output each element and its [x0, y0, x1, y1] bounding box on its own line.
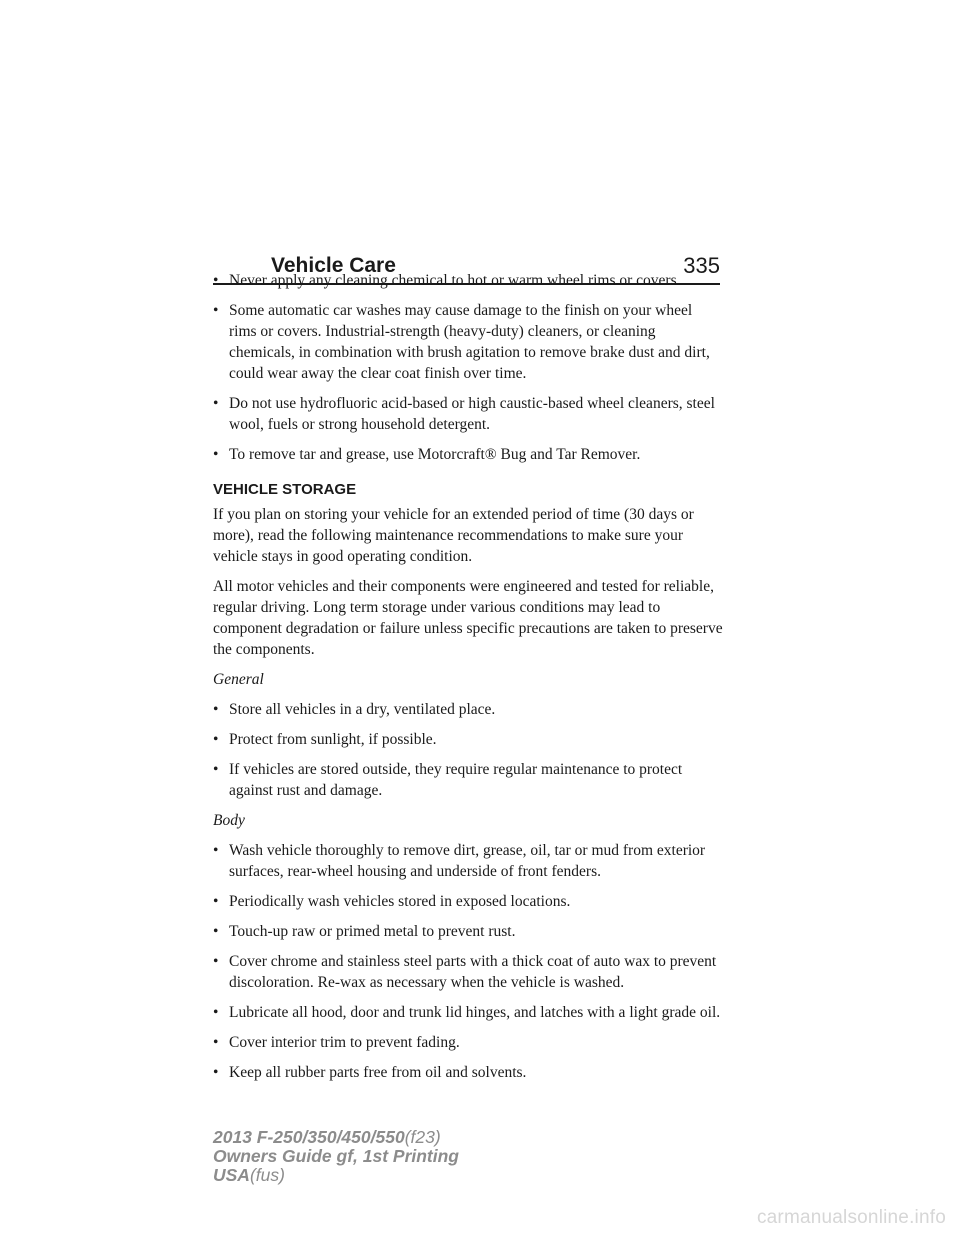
list-item: • Store all vehicles in a dry, ventilated place. [213, 701, 496, 718]
vehicle-storage-heading: VEHICLE STORAGE [213, 481, 357, 498]
footer-model-line: 2013 F-250/350/450/550(f23) [213, 1127, 441, 1147]
section-title: Vehicle Care [271, 254, 396, 277]
list-item: • Some automatic car washes may cause damage to the finish on your wheel rims or covers. Industrial-strength (heavy-duty) cleaners, or cleaning chemicals, in combination with brush agitation to remove brake dust and dirt, could wear away the clear coat finish over time. [213, 302, 710, 382]
bullet-icon: • [213, 893, 219, 910]
page-number: 335 [683, 253, 720, 278]
bullet-icon: • [213, 761, 219, 778]
body-list [213, 840, 723, 1083]
list-item: • Keep all rubber parts free from oil and solvents. [213, 1064, 527, 1081]
list-item: • Do not use hydrofluoric acid-based or high caustic-based wheel cleaners, steel wool, fuels or strong household detergent. [213, 395, 715, 433]
list-item: • Cover interior trim to prevent fading. [213, 1034, 460, 1051]
bullet-icon: • [213, 1004, 219, 1021]
bullet-icon: • [213, 1034, 219, 1051]
list-item: • Wash vehicle thoroughly to remove dirt, grease, oil, tar or mud from exterior surfaces, rear-wheel housing and underside of front fenders. [213, 842, 706, 880]
list-item: • If vehicles are stored outside, they require regular maintenance to protect against rust and damage. [213, 761, 683, 799]
site-watermark: carmanualsonline.info [756, 1207, 946, 1228]
list-item: • Periodically wash vehicles stored in exposed locations. [213, 893, 571, 910]
document-footer [213, 1128, 459, 1185]
list-item: • Lubricate all hood, door and trunk lid hinges, and latches with a light grade oil. [213, 1004, 721, 1021]
list-item: • Protect from sunlight, if possible. [213, 731, 437, 748]
wheel-care-list [213, 270, 723, 465]
bullet-icon: • [213, 272, 219, 289]
list-item: • Touch-up raw or primed metal to prevent rust. [213, 923, 516, 940]
storage-intro: If you plan on storing your vehicle for an extended period of time (30 days or more), read the following maintenance recommendations to make sure your vehicle stays in good operating condition. [213, 506, 694, 565]
bullet-icon: • [213, 731, 219, 748]
bullet-icon: • [213, 302, 219, 319]
footer-printing-line: Owners Guide gf, 1st Printing [213, 1146, 459, 1166]
bullet-icon: • [213, 1064, 219, 1081]
general-subheading: General [213, 671, 264, 688]
bullet-icon: • [213, 923, 219, 940]
page-content [213, 270, 723, 1092]
list-item: • Never apply any cleaning chemical to hot or warm wheel rims or covers. [213, 272, 681, 289]
bullet-icon: • [213, 395, 219, 412]
list-item: • Cover chrome and stainless steel parts with a thick coat of auto wax to prevent discoloration. Re-wax as necessary when the vehicle is washed. [213, 953, 717, 991]
bullet-icon: • [213, 701, 219, 718]
body-subheading: Body [213, 812, 245, 829]
bullet-icon: • [213, 953, 219, 970]
bullet-icon: • [213, 842, 219, 859]
storage-paragraph: All motor vehicles and their components were engineered and tested for reliable, regular driving. Long term storage under various conditions may lead to component degradation or failure unless specific precautions are taken to preserve the components. [213, 578, 723, 658]
bullet-icon: • [213, 446, 219, 463]
footer-region-line: USA(fus) [213, 1165, 285, 1185]
general-list [213, 699, 723, 801]
list-item: • To remove tar and grease, use Motorcraft® Bug and Tar Remover. [213, 446, 641, 463]
